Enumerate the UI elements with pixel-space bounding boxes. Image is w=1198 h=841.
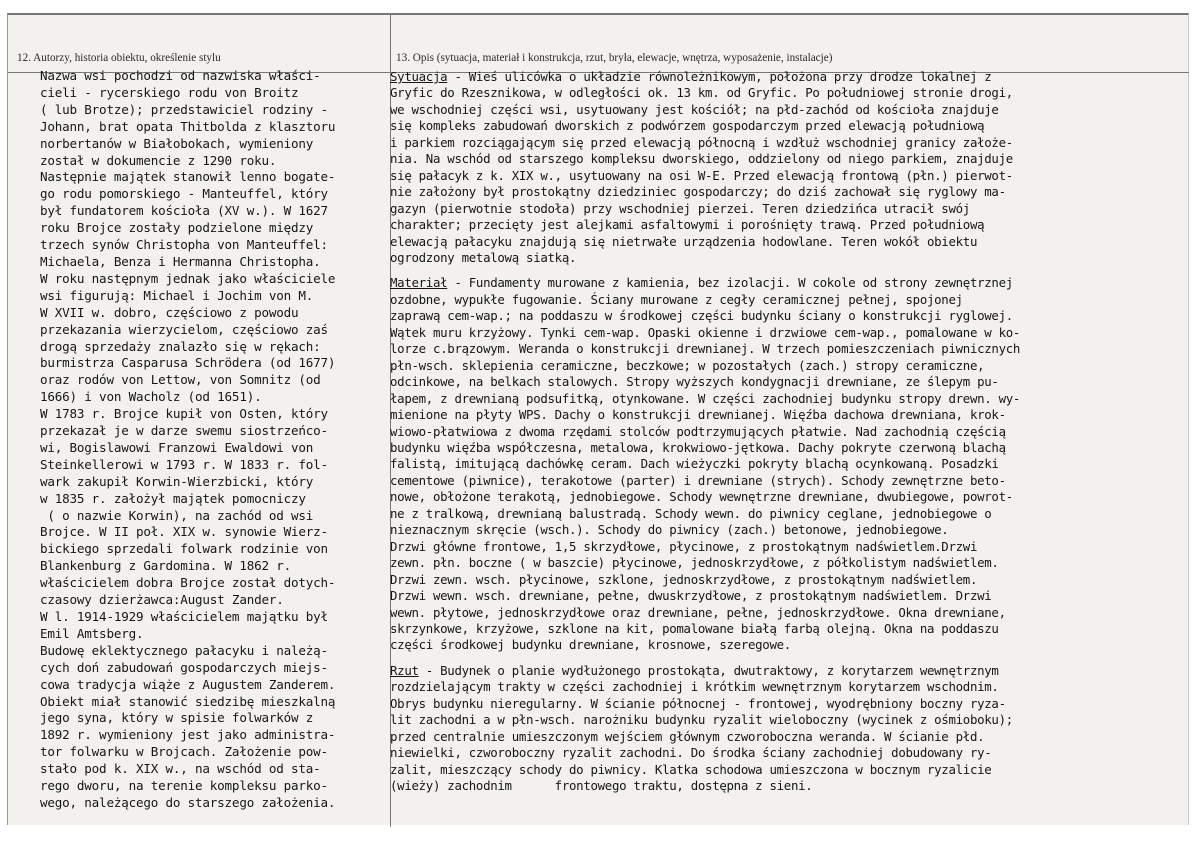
history-line: Obiekt miał stanowić siedzibę mieszkalną: [40, 693, 336, 709]
history-line: W l. 1914-1929 właścicielem majątku był: [40, 609, 328, 624]
description-line: płn-wsch. sklepienia ceramiczne, beczkowe; w pozostałych (zach.) stropy ceramiczne,: [390, 357, 985, 373]
history-line: Blankenburg z Gardomina. W 1862 r.: [40, 558, 291, 574]
history-line: przekazał je w darze swemu siostrzeńco-: [40, 423, 328, 439]
description-line: Drzwi zewn. wsch. płycinowe, szklone, jednoskrzydłowe, z prostokątnym nadświetlem.: [390, 571, 978, 587]
description-line: Wątek muru krzyżowy. Tynki cem-wap. Opaski okienne i drzwiowe cem-wap., pomalowane w ko-: [390, 324, 1021, 340]
description-line: Drzwi wewn. wsch. drewniane, pełne, dwuskrzydłowe, z prostokątnym nadświetlem. Drzwi: [390, 588, 992, 604]
description-line: się kompleks zabudowań dworskich z podwórzem gospodarczym przed elewacją południową: [390, 118, 985, 134]
history-line: burmistrza Casparusa Schrödera (od 1677): [40, 355, 336, 371]
description-line: ogrodzony metalową siatką.: [390, 249, 577, 265]
description-line: mienione na płyty WPS. Dachy o konstrukcji drewnianej. Więźba dachowa drewniana, krok-: [390, 407, 1006, 423]
history-line: tor folwarku w Brojcach. Założenie pow-: [40, 744, 328, 760]
section-first-text: - Wieś ulicówka o układzie równoleżnikowym, położona przy drodze lokalnej z: [447, 69, 992, 84]
history-line: drogą sprzedaży znalazło się w rękach:: [40, 338, 321, 354]
history-line: Nazwa wsi pochodzi od nazwiska właści-: [40, 68, 321, 83]
history-line: cych doń zabudowań gospodarczych miejs-: [40, 659, 328, 675]
section-first-text: - Fundamenty murowane z kamienia, bez izolacji. W cokole od strony zewnętrznej: [447, 275, 1013, 291]
history-line: był fundatorem kościoła (XV w.). W 1627: [40, 203, 328, 219]
description-line: nie założony był prostokątny dziedziniec gospodarczy; do dziś zachował się ryglowy ma-: [390, 184, 1006, 200]
description-line: rozdzielającym trakty w części zachodniej i krótkim wewnętrznym korytarzem wschodnim.: [390, 679, 999, 695]
description-line: skrzynkowe, krzyżowe, szklone na kit, pomalowane białą farbą olejną. Okna na poddaszu: [390, 620, 999, 636]
description-line: nowe, obłożone terakotą, jednobiegowe. Schody wewnętrzne drewniane, dwubiegowe, powrot-: [390, 489, 1013, 505]
history-line: W XVII w. dobro, częściowo z powodu: [40, 304, 299, 320]
description-line: części środkowej budynku drewniane, krosnowe, szeregowe.: [390, 637, 791, 653]
history-line: właścicielem dobra Brojce został dotych-: [40, 575, 336, 591]
history-line: Następnie majątek stanowił lenno bogate-: [40, 169, 336, 185]
description-text: [390, 69, 1020, 794]
history-line: cieli - rycerskiego rodu von Broitz: [40, 84, 299, 100]
history-line: 1666) i von Wacholz (od 1651).: [40, 389, 262, 405]
section-12-heading: 12. Autorzy, historia obiektu, określenie stylu: [17, 52, 221, 64]
history-line: W roku następnym jednak jako właściciele: [40, 270, 336, 286]
history-line: jego syna, który w spisie folwarków z: [40, 710, 314, 726]
description-line: Drzwi główne frontowe, 1,5 skrzydłowe, płycinowe, z prostokątnym nadświetlem.Drzwi: [390, 538, 978, 554]
history-line: został w dokumencie z 1290 roku.: [40, 152, 277, 168]
description-line: i parkiem rozciągającym się przed elewacją północną i wzdłuż wschodniej granicy założe-: [390, 134, 1013, 150]
history-line: ( o nazwie Korwin), na zachód od wsi: [40, 507, 314, 523]
history-line: roku Brojce zostały podzielone między: [40, 220, 314, 236]
description-section: [390, 663, 1020, 795]
description-line: lorze c.brązowym. Weranda o konstrukcji drewnianej. W trzech pomieszczeniach piwnicznych: [390, 341, 1021, 357]
description-line: nia. Na wschód od starszego kompleksu dworskiego, oddzielony od niego parkiem, znajduje: [390, 151, 1013, 167]
history-line: Budowę eklektycznego pałacyku i należą-: [40, 642, 328, 658]
history-line: oraz rodów von Lettow, von Somnitz (od: [40, 372, 321, 388]
history-line: wi, Bogislawowi Franzowi Ewaldowi von: [40, 439, 314, 455]
description-line: ozdobne, wypukłe fugowanie. Ściany murowane z cegły ceramicznej pełnej, spojonej: [390, 291, 963, 307]
history-line: stało pod k. XIX w., na wschód od sta-: [40, 761, 321, 777]
description-line: łapem, z drewnianą podsufitką, otynkowane. W części zachodniej budynku stropy drewn. wy-: [390, 390, 1021, 406]
section-key: Sytuacja: [390, 69, 448, 84]
description-line: się pałacyk z k. XIX w., usytuowany na osi W-E. Przed elewacją frontową (płn.) pierwot-: [390, 167, 1013, 183]
description-line: nieznacznym skręcie (wsch.). Schody do piwnicy (zach.) betonowe, jednobiegowe.: [390, 522, 949, 538]
description-line: zalit, mieszczący schody do piwnicy. Klatka schodowa umieszczona w bocznym ryzalicie: [390, 761, 992, 777]
section-first-text: - Budynek o planie wydłużonego prostokąta, dwutraktowy, z korytarzem wewnętrznym: [418, 662, 999, 678]
history-line: wark zakupił Korwin-Wierzbicki, który: [40, 473, 314, 489]
description-line: wiowo-płatwiowa z dwoma rzędami stolców podtrzymujących płatwie. Nad zachodnią częścią: [390, 423, 1006, 439]
history-line: wego, należącego do starszego założenia.: [40, 794, 336, 810]
description-line: zaprawą cem-wap.; na poddaszu w środkowej części budynku ściany o konstrukcji ryglowej.: [390, 308, 1013, 324]
description-line: odcinkowe, na belkach stalowych. Stropy wyższych kondygnacji drewniane, ze ślepym pu-: [390, 374, 999, 390]
history-line: 1892 r. wymieniony jest jako administra-: [40, 727, 336, 743]
history-line: Michaela, Benza i Hermanna Christopha.: [40, 253, 321, 269]
description-line: lit zachodni a w płn-wsch. narożniku budynku ryzalit wieloboczny (wycinek z ośmioboku);: [390, 712, 1013, 728]
history-line: ( lub Brotze); przedstawiciel rodziny -: [40, 101, 328, 117]
description-line: falistą, imitującą dachówkę ceram. Dach wieżyczki pokryty blachą ocynkowaną. Posadzki: [390, 456, 999, 472]
history-line: wsi figurują: Michael i Jochim von M.: [40, 287, 314, 303]
history-line: czasowy dzierżawca:August Zander.: [40, 592, 284, 608]
history-line: trzech synów Christopha von Manteuffel:: [40, 237, 328, 253]
history-line: cowa tradycja wiąże z Augustem Zanderem.: [40, 676, 336, 692]
history-line: norbertanów w Białobokach, wymieniony: [40, 135, 314, 151]
section-key: Rzut: [390, 662, 419, 678]
history-line: Emil Amtsberg.: [40, 625, 144, 641]
description-section: [390, 69, 1020, 266]
history-line: bickiego sprzedali folwark rodzinie von: [40, 541, 328, 557]
description-line: przed centralnie umieszczonym wejściem głównym czworoboczna weranda. W ścianie płd.: [390, 728, 985, 744]
description-line: elewacją pałacyku znajdują się nietrwałe urządzenia hodowlane. Teren wokół obiektu: [390, 233, 978, 249]
description-line: we wschodniej części wsi, usytuowany jest kościół; na płd-zachód od kościoła znajduje: [390, 101, 999, 117]
description-line: wewn. płytowe, jednoskrzydłowe oraz drewniane, pełne, jednoskrzydłowe. Okna drewniane,: [390, 604, 1006, 620]
history-line: rego dworu, na terenie kompleksu parko-: [40, 778, 328, 794]
history-line: W 1783 r. Brojce kupił von Osten, który: [40, 406, 328, 422]
description-line: zewn. płn. boczne ( w baszcie) płycinowe, jednoskrzydłowe, z półkolistym nadświetlem.: [390, 555, 999, 571]
description-line: Gryfic do Rzesznikowa, w odległości ok. 13 km. od Gryfic. Po południowej stronie drogi,: [390, 85, 1013, 101]
section-first-line: [390, 69, 1020, 85]
history-line: Johann, brat opata Thitbolda z klasztoru: [40, 118, 336, 134]
description-line: gazyn (pierwotnie stodoła) przy wschodniej pierzei. Teren dziedzińca utracił swój: [390, 200, 970, 216]
history-line: Steinkellerowi w 1793 r. W 1833 r. fol-: [40, 456, 328, 472]
description-line: cementowe (piwnice), terakotowe (parter) i drewniane (strych). Schody zewnętrzne beto-: [390, 472, 1006, 488]
description-section: [390, 275, 1020, 653]
history-line: w 1835 r. założył majątek pomocniczy: [40, 490, 306, 506]
history-line: go rodu pomorskiego - Manteuffel, który: [40, 186, 328, 202]
history-line: Brojce. W II poł. XIX w. synowie Wierz-: [40, 524, 328, 540]
section-first-line: [390, 275, 1020, 291]
description-line: niewielki, czworoboczny ryzalit zachodni. Do środka ściany zachodniej dobudowany ry-: [390, 745, 992, 761]
description-line: ne z tralkową, drewnianą balustradą. Schody wewn. do piwnicy ceglane, jednobiegowe o: [390, 505, 992, 521]
description-line: budynku więźba współczesna, metalowa, krokwiowo-jętkowa. Dachy pokryte czerwoną blachą: [390, 439, 1006, 455]
section-key: Materiał: [390, 275, 448, 291]
description-line: charakter; przecięty jest alejkami asfaltowymi i porośnięty trawą. Przed południową: [390, 217, 985, 233]
history-text: [40, 68, 335, 812]
description-line: Obrys budynku nieregularny. W ścianie północnej - frontowej, wyodrębniony boczny ryza-: [390, 695, 1006, 711]
description-line: (wieży) zachodnim frontowego traktu, dostępna z sieni.: [390, 778, 813, 794]
history-line: przekazania wierzycielom, częściowo zaś: [40, 321, 328, 337]
section-first-line: [390, 663, 1020, 679]
section-13-heading: 13. Opis (sytuacja, materiał i konstrukcja, rzut, bryła, elewacje, wnętrza, wyposażenie, instalacje): [396, 52, 833, 64]
